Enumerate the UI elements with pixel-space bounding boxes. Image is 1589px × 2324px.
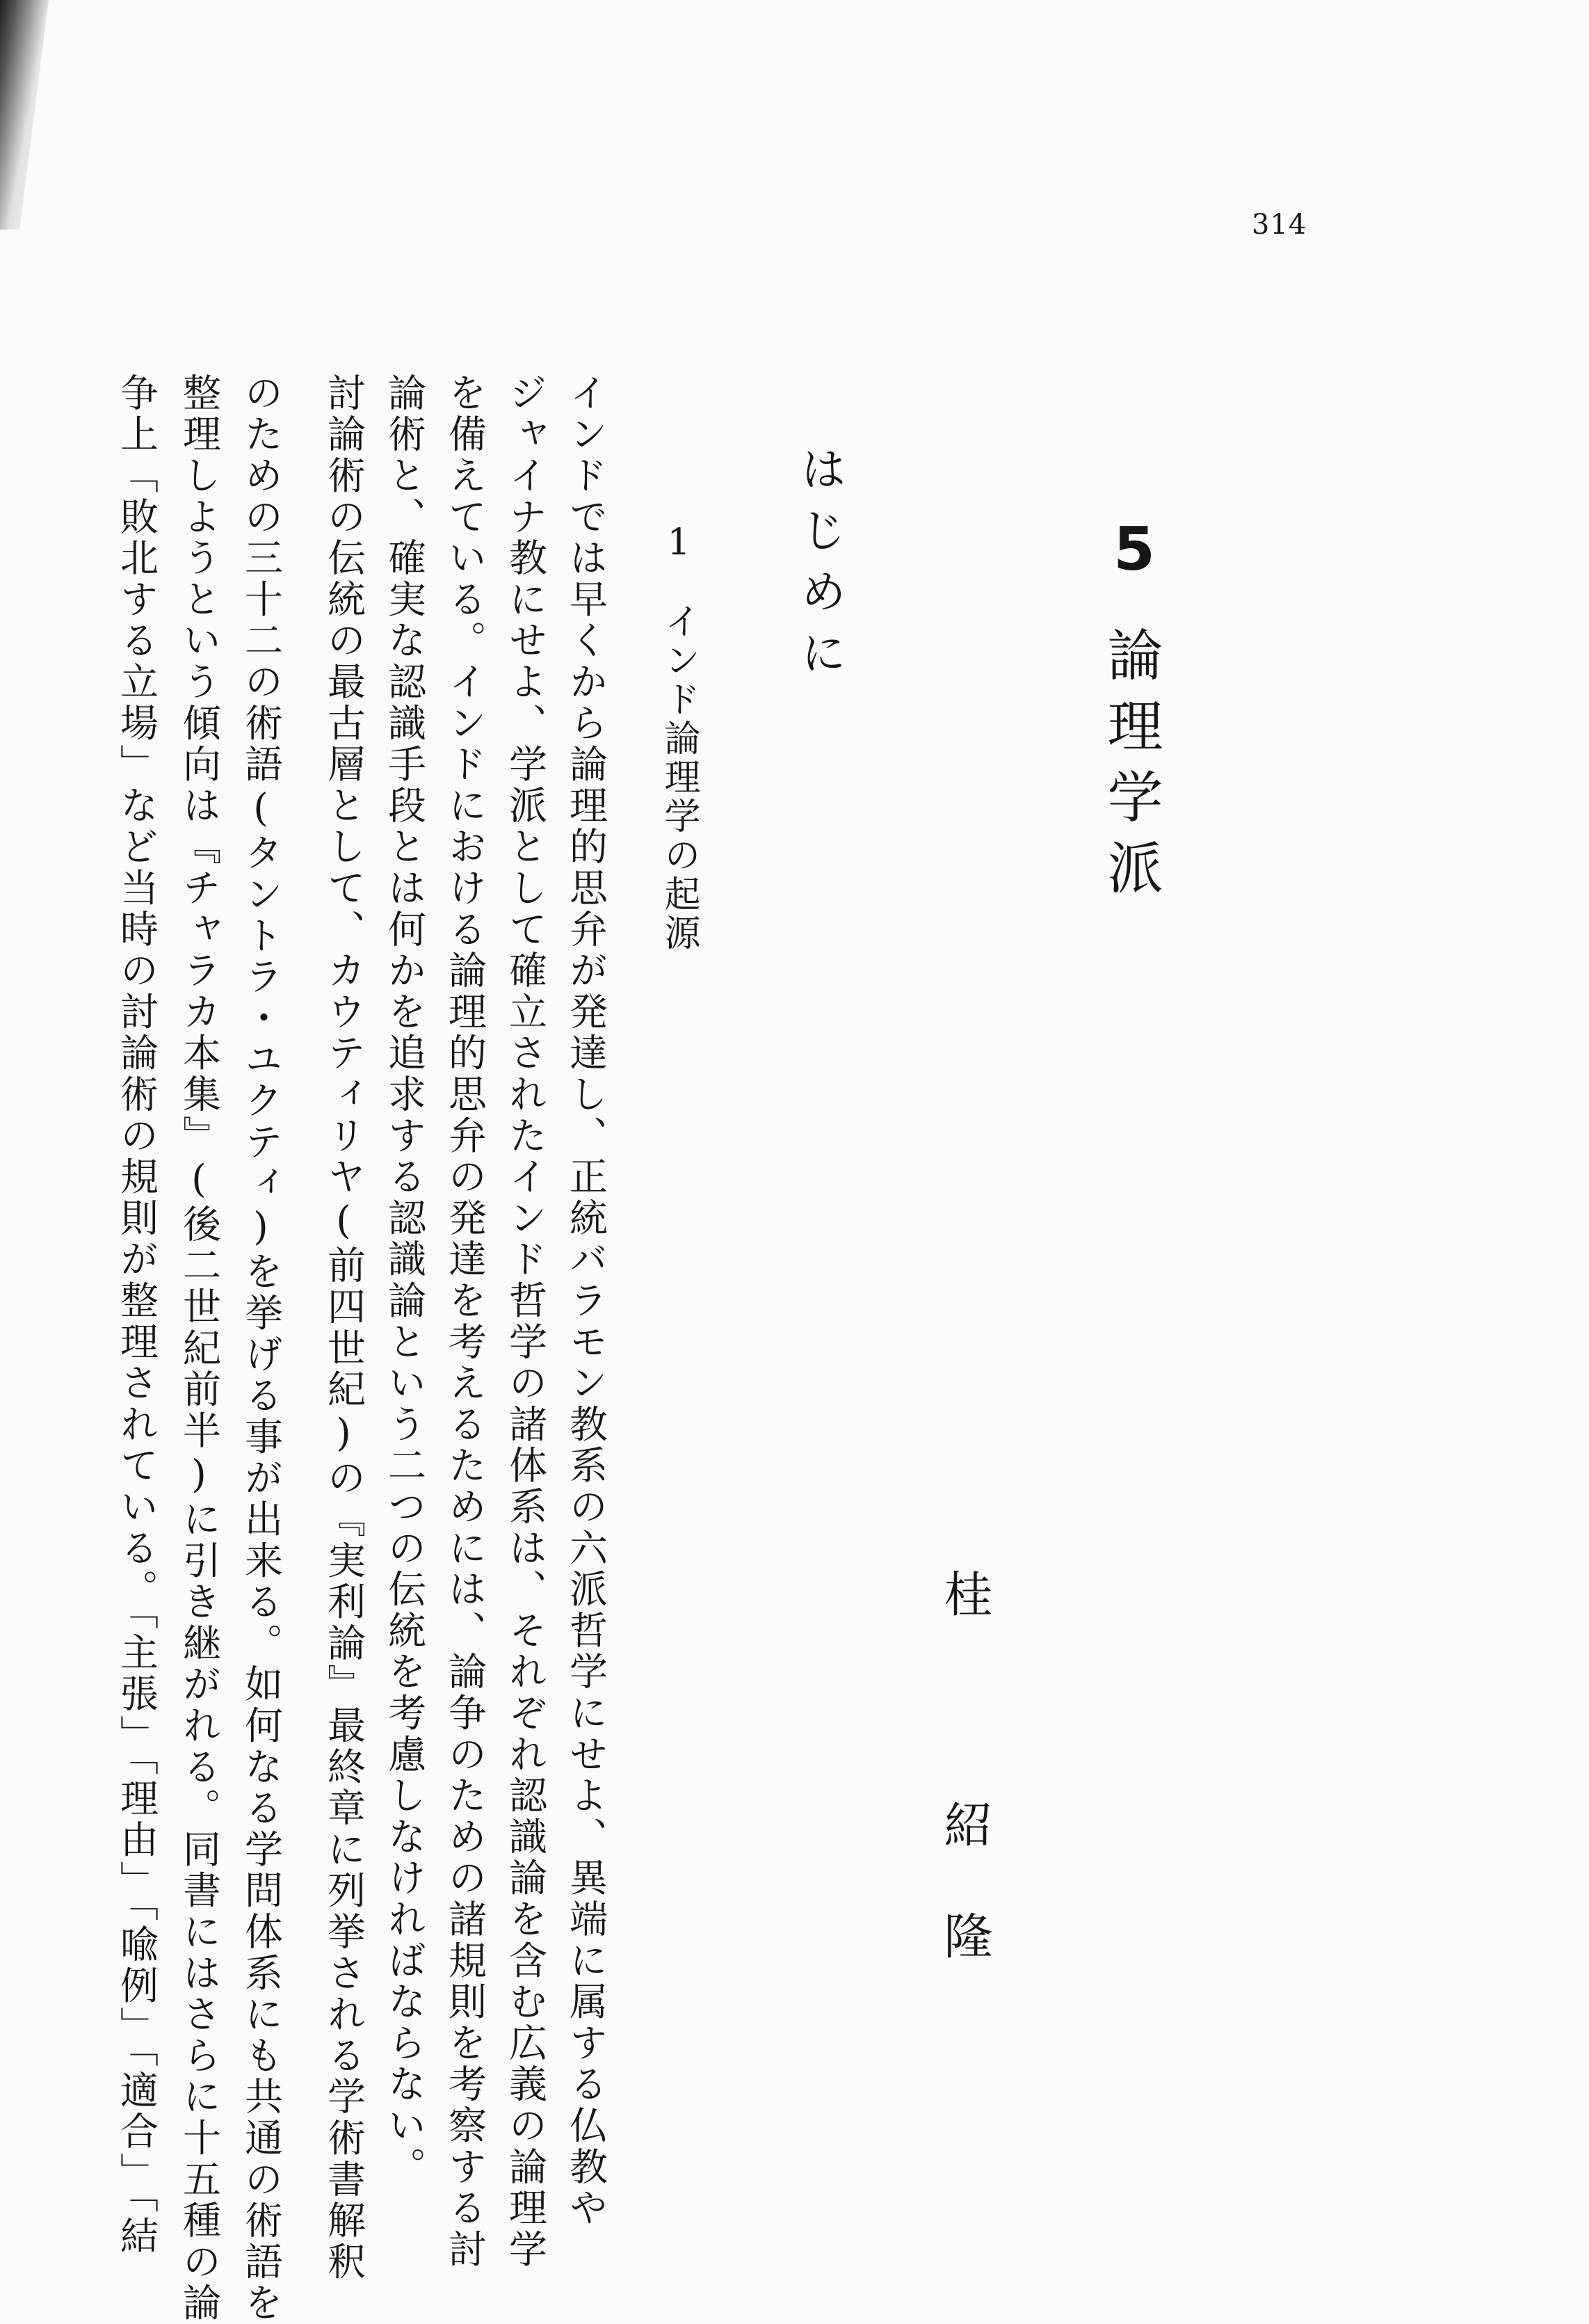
subsection-number: 1: [658, 522, 700, 566]
subsection-heading: [658, 522, 700, 953]
chapter-title: 論理学派: [1098, 626, 1163, 910]
body-line-4: 論術と、確実な認識手段とは何かを追求する認識論という二つの伝統を考慮しなければならない。: [382, 373, 426, 2188]
page-number: 314: [1252, 209, 1307, 241]
chapter-number: 5: [1099, 515, 1169, 584]
body-line-5: 討論術の伝統の最古層として、カウティリヤ(前四世紀)の『実利論』最終章に列挙される学術書解釈: [321, 373, 366, 2283]
body-line-6: のための三十二の術語(タントラ・ユクティ)を挙げる事が出来る。如何なる学問体系にも共通の術語を: [239, 373, 283, 2324]
body-line-7: 整理しようという傾向は『チャラカ本集』(後二世紀前半)に引き継がれる。同書にはさらに十五種の論: [177, 373, 221, 2324]
section-heading: はじめに: [793, 445, 846, 690]
body-line-2: ジャイナ教にせよ、学派として確立されたインド哲学の諸体系は、それぞれ認識論を含む広義の論理学: [503, 373, 547, 2270]
body-line-3: を備えている。インドにおける論理的思弁の発達を考えるためには、論争のための諸規則を考察する討: [442, 373, 487, 2270]
author-name: 桂 紹隆: [936, 1569, 993, 2022]
body-line-1: インドでは早くから論理的思弁が発達し、正統バラモン教系の六派哲学にせよ、異端に属する仏教や: [563, 373, 608, 2229]
scan-shadow: [0, 0, 49, 230]
body-line-8: 争上「敗北する立場」など当時の討論術の規則が整理されている。「主張」「理由」「喩例」「適合」「結: [114, 373, 159, 2257]
subsection-title: インド論理学の起源: [658, 602, 700, 953]
